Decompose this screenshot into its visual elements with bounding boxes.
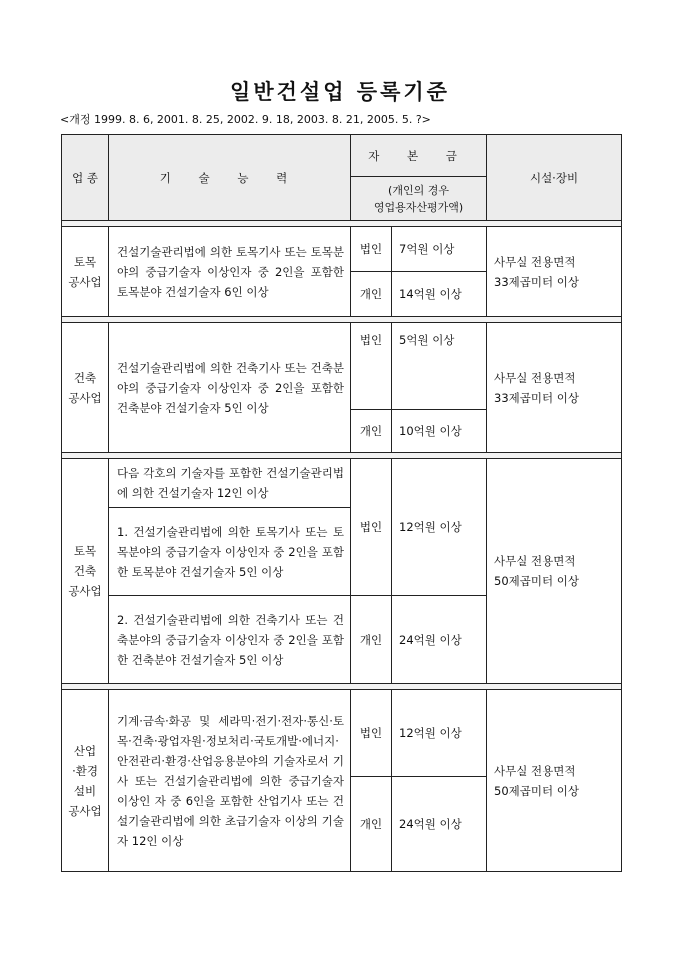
table-row [62,690,622,777]
table-row [62,227,622,272]
corp-label: 법인 [351,459,392,596]
table-row [62,459,622,508]
header-row [62,135,622,177]
skill-item-1: 1. 건설기술관리법에 의한 토목기사 또는 토목분야의 중급기술자 이상인자 중 2인을 포함한 토목분야 건설기술자 5인 이상 [109,508,351,596]
corp-capital: 5억원 이상 [392,323,487,410]
corp-capital: 12억원 이상 [392,690,487,777]
indiv-capital: 24억원 이상 [392,777,487,872]
corp-capital: 12억원 이상 [392,459,487,596]
revision-note: <개정 1999. 8. 6, 2001. 8. 25, 2002. 9. 18, 2003. 8. 21, 2005. 5. ?> [60,113,431,126]
indiv-capital: 24억원 이상 [392,596,487,684]
industry-civil: 토목 공사업 [62,227,109,317]
industry-civil-building: 토목 건축 공사업 [62,459,109,684]
industry-building: 건축 공사업 [62,323,109,453]
facility-requirement: 사무실 전용면적 33제곱미터 이상 [487,323,622,453]
document-title: 일반건설업 등록기준 [230,79,450,104]
skill-item-2: 2. 건설기술관리법에 의한 건축기사 또는 건축분야의 중급기술자 이상인자 중 2인을 포함한 건축분야 건설기술자 5인 이상 [109,596,351,684]
header-skill: 기 술 능 력 [109,135,351,221]
industry-plant: 산업 ·환경 설비 공사업 [62,690,109,872]
skill-requirement: 기계·금속·화공 및 세라믹·전기·전자·통신·토목·건축·광업자원·정보처리·국토개발·에너지·안전관리·환경·산업응용분야의 기술자로서 기사 또는 건설기술관리법에 의한 중급기술자 이상인 자 중 6인을 포함한 산업기사 또는 건설기술관리법에 의한 초급기술자 이상의 기술자 12인 이상 [109,690,351,872]
corp-label: 법인 [351,690,392,777]
corp-label: 법인 [351,323,392,410]
corp-label: 법인 [351,227,392,272]
facility-requirement: 사무실 전용면적 50제곱미터 이상 [487,459,622,684]
facility-requirement: 사무실 전용면적 33제곱미터 이상 [487,227,622,317]
facility-requirement: 사무실 전용면적 50제곱미터 이상 [487,690,622,872]
indiv-label: 개인 [351,777,392,872]
skill-requirement: 건설기술관리법에 의한 토목기사 또는 토목분야의 중급기술자 이상인자 중 2인을 포함한 토목분야 건설기술자 6인 이상 [109,227,351,317]
table-row [62,323,622,410]
corp-capital: 7억원 이상 [392,227,487,272]
skill-intro: 다음 각호의 기술자를 포함한 건설기술관리법에 의한 건설기술자 12인 이상 [109,459,351,508]
capital-note-line1: (개인의 경우 [388,183,449,197]
registration-standards-table [61,134,622,872]
header-capital: 자 본 금 [351,135,487,177]
indiv-capital: 14억원 이상 [392,272,487,317]
header-capital-note [351,177,487,221]
header-facility: 시설·장비 [487,135,622,221]
indiv-capital: 10억원 이상 [392,410,487,453]
capital-note-line2: 영업용자산평가액) [373,200,464,214]
indiv-label: 개인 [351,596,392,684]
indiv-label: 개인 [351,410,392,453]
indiv-label: 개인 [351,272,392,317]
header-industry: 업 종 [62,135,109,221]
skill-requirement: 건설기술관리법에 의한 건축기사 또는 건축분야의 중급기술자 이상인자 중 2인을 포함한 건축분야 건설기술자 5인 이상 [109,323,351,453]
